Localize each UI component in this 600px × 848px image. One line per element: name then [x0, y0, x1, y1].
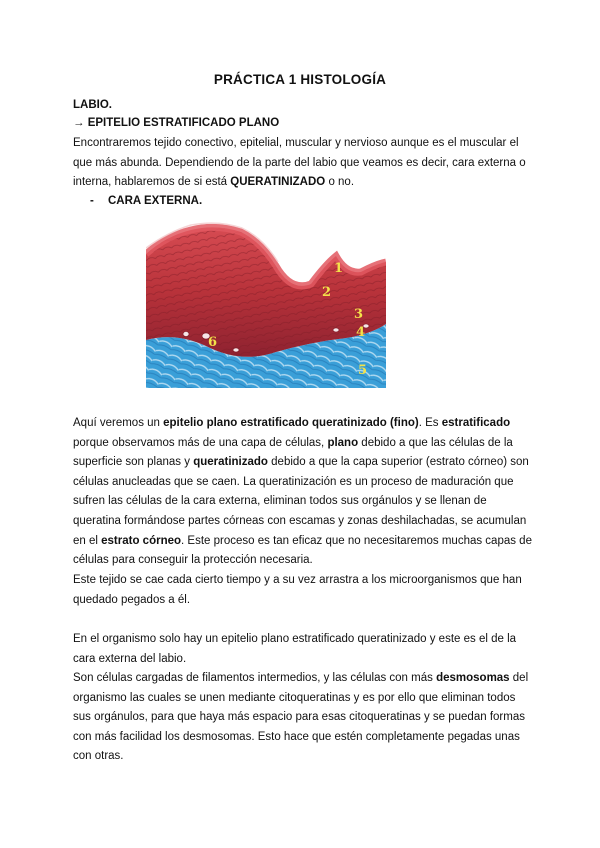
text: del organismo las cuales se unen mediante citoqueratinas y es por ello que eliminan todos sus orgánulos, para que haya más espacio para esas citoqueratinas y se puedan formas con más facilidad los desmosomas. Esto hace que estén completamente pegadas unas con otras.: [73, 672, 529, 763]
text: Encontraremos tejido conectivo, epitelial, muscular y nervioso aunque es el muscular el que más abunda. Dependiendo de la parte del labio que veamos es decir, cara externa o interna, hablaremos de si está: [73, 137, 526, 189]
text: debido a que las células de la superficie son planas y: [73, 436, 513, 469]
body-paragraph: Este tejido se cae cada cierto tiempo y a su vez arrastra a los microorganismos que han quedado pegados a él.: [73, 574, 522, 606]
section-heading: LABIO.: [73, 99, 112, 111]
bold-text: QUERATINIZADO: [230, 176, 326, 189]
body-paragraph: [73, 669, 533, 767]
subsection-heading: → EPITELIO ESTRATIFICADO PLANO: [73, 117, 280, 129]
figure-label-2: 2: [322, 285, 332, 300]
page-title: PRÁCTICA 1 HISTOLOGÍA: [213, 72, 387, 87]
text: o no.: [325, 176, 355, 189]
intro-paragraph: [73, 134, 533, 193]
figure-label-5: 5: [358, 363, 368, 378]
text: debido a que la capa superior (estrato córneo) son células anucleadas que se caen. La queratinización es un proceso de maduración que sufren las células de la cara externa, eliminan todos sus orgánulos y se llenan de queratina formándose partes córneas con escamas y zonas deshilachadas, se acumulan en el: [73, 456, 529, 547]
body-paragraph: En el organismo solo hay un epitelio plano estratificado queratinizado y este es el de la cara externa del labio.: [73, 633, 517, 665]
micrograph-illustration: [146, 214, 386, 388]
text: Aquí veremos un: [73, 417, 164, 429]
histology-micrograph: [146, 214, 386, 388]
figure-label-3: 3: [354, 307, 364, 322]
text: Son células cargadas de filamentos intermedios, y las células con más: [73, 672, 437, 684]
text: porque observamos más de una capa de células,: [73, 436, 328, 449]
text: . Este proceso es tan eficaz que no necesitaremos muchas capas de células para conseguir la protección necesaria.: [73, 534, 532, 567]
body-paragraph: [73, 414, 533, 571]
bold-text: desmosomas: [436, 672, 510, 684]
bullet-label: CARA EXTERNA.: [108, 195, 203, 207]
bullet-item: [90, 192, 550, 212]
bold-text: estrato córneo: [101, 534, 182, 547]
text: . Es: [418, 417, 442, 429]
bullet-dash: -: [90, 195, 94, 207]
bold-text: queratinizado: [193, 456, 268, 469]
figure-label-1: 1: [334, 261, 344, 276]
figure-label-4: 4: [356, 325, 366, 340]
bold-text: plano: [327, 436, 359, 449]
figure-label-6: 6: [208, 335, 218, 350]
bold-text: estratificado: [441, 417, 511, 429]
bold-text: epitelio plano estratificado queratinizado (fino): [163, 417, 419, 429]
